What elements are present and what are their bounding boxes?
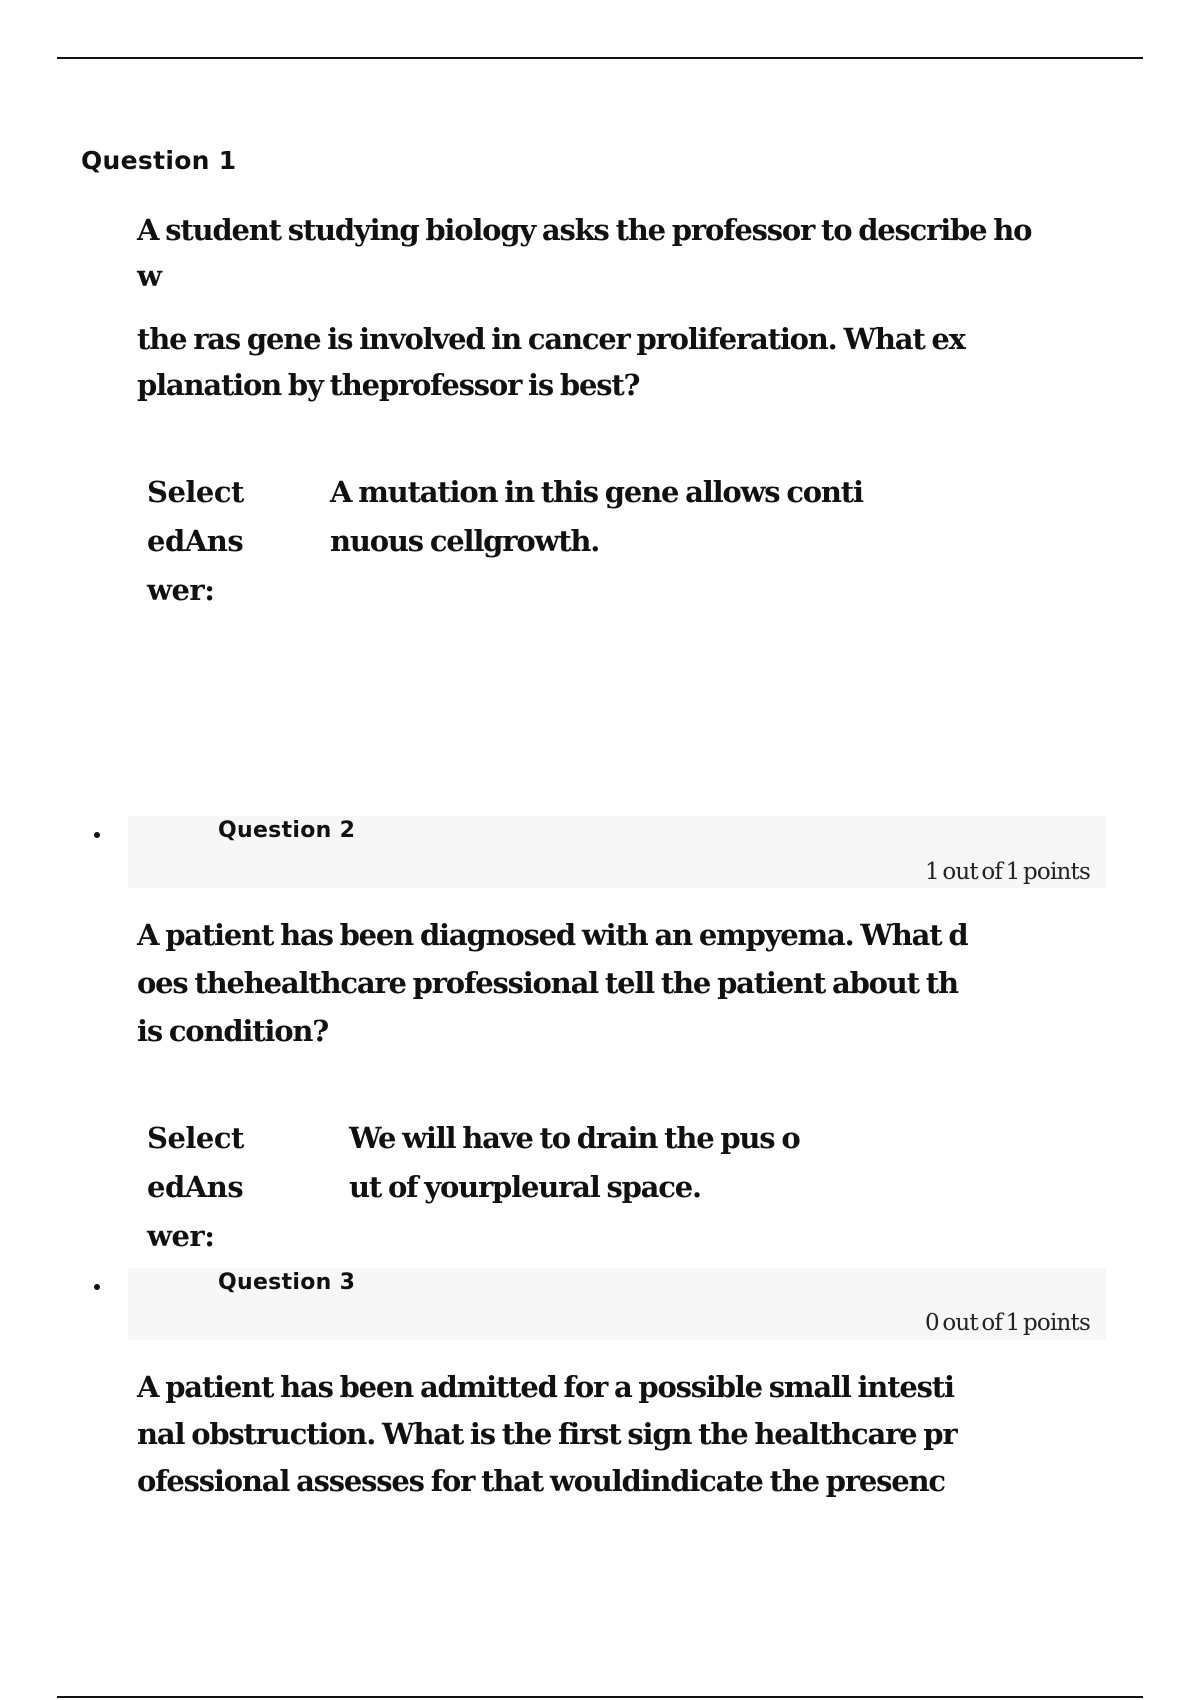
label-line: wer: bbox=[147, 573, 215, 607]
question-3-text-line: A patient has been admitted for a possible small intesti bbox=[137, 1370, 954, 1404]
answer-line: ut of yourpleural space. bbox=[349, 1170, 701, 1204]
answer-line: We will have to drain the pus o bbox=[349, 1121, 800, 1155]
question-2-title: Question 2 bbox=[218, 818, 356, 843]
question-1-text-line: the ras gene is involved in cancer proliferation. What ex bbox=[137, 322, 965, 356]
question-1-selected-answer-label bbox=[147, 468, 244, 615]
label-line: edAns bbox=[147, 524, 244, 558]
question-2-bullet bbox=[94, 832, 100, 838]
question-3-text-line: nal obstruction. What is the first sign the healthcare pr bbox=[137, 1417, 957, 1451]
question-3-text bbox=[137, 1364, 1137, 1505]
question-1-text-cont bbox=[137, 316, 1137, 408]
question-1-selected-answer bbox=[330, 468, 863, 566]
bottom-rule bbox=[57, 1696, 1143, 1698]
question-1-text bbox=[137, 207, 1137, 299]
label-line: Select bbox=[147, 475, 244, 509]
question-1-text-line: planation by theprofessor is best? bbox=[137, 368, 640, 402]
label-line: edAns bbox=[147, 1170, 244, 1204]
question-2-text bbox=[137, 911, 1137, 1055]
question-3-points: 0 out of 1 points bbox=[925, 1310, 1090, 1336]
answer-line: nuous cellgrowth. bbox=[330, 524, 600, 558]
question-2-text-line: is condition? bbox=[137, 1014, 329, 1048]
question-2-selected-answer-label bbox=[147, 1114, 244, 1261]
question-3-text-line: ofessional assesses for that wouldindicate the presenc bbox=[137, 1464, 945, 1498]
label-line: Select bbox=[147, 1121, 244, 1155]
question-3-bullet bbox=[94, 1284, 100, 1290]
question-1-text-line: A student studying biology asks the professor to describe ho bbox=[137, 213, 1032, 247]
question-1-text-line: w bbox=[137, 259, 161, 293]
question-2-text-line: A patient has been diagnosed with an empyema. What d bbox=[137, 918, 968, 952]
label-line: wer: bbox=[147, 1219, 215, 1253]
top-rule bbox=[57, 57, 1143, 59]
answer-line: A mutation in this gene allows conti bbox=[330, 475, 863, 509]
question-2-points: 1 out of 1 points bbox=[925, 859, 1090, 885]
question-1-title: Question 1 bbox=[81, 146, 237, 175]
question-2-text-line: oes thehealthcare professional tell the patient about th bbox=[137, 966, 958, 1000]
question-2-selected-answer bbox=[349, 1114, 799, 1212]
question-3-title: Question 3 bbox=[218, 1270, 356, 1295]
